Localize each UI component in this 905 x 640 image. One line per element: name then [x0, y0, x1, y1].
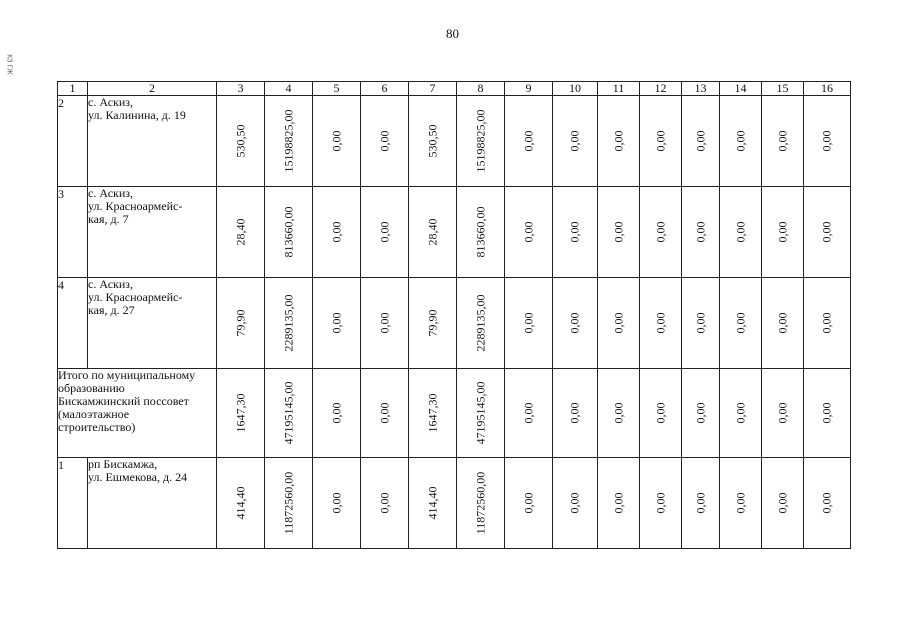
- value-text: 813660,00: [473, 206, 487, 258]
- value-text: 0,00: [653, 130, 667, 152]
- row-index: 4: [58, 278, 88, 369]
- value-cell: [598, 278, 640, 369]
- value-text: 0,00: [329, 130, 343, 152]
- value-cell: [720, 369, 762, 458]
- value-cell-wrap: [409, 187, 456, 277]
- value-text: 530,50: [425, 124, 439, 158]
- column-header: 3: [217, 82, 265, 96]
- value-cell: [682, 187, 720, 278]
- value-cell-wrap: [720, 369, 761, 457]
- value-cell-wrap: [313, 96, 360, 186]
- value-cell-wrap: [217, 96, 264, 186]
- value-text: 2289135,00: [473, 294, 487, 352]
- value-cell: [409, 187, 457, 278]
- value-cell: [457, 187, 505, 278]
- value-cell-wrap: [505, 187, 552, 277]
- column-header: 6: [361, 82, 409, 96]
- column-header: 15: [762, 82, 804, 96]
- value-cell: [409, 458, 457, 549]
- column-header: 9: [505, 82, 553, 96]
- table-body: [58, 96, 851, 549]
- column-header: 16: [804, 82, 851, 96]
- table-row: [58, 278, 851, 369]
- value-cell-wrap: [682, 278, 719, 368]
- value-cell-wrap: [505, 96, 552, 186]
- value-text: 0,00: [693, 130, 707, 152]
- column-header: 8: [457, 82, 505, 96]
- value-text: 0,00: [775, 402, 789, 424]
- value-text: 0,00: [733, 492, 747, 514]
- value-cell-wrap: [598, 187, 639, 277]
- value-cell: [640, 96, 682, 187]
- value-text: 0,00: [567, 221, 582, 243]
- value-cell-wrap: [682, 187, 719, 277]
- value-cell: [313, 278, 361, 369]
- value-text: 0,00: [521, 492, 535, 514]
- value-text: 0,00: [819, 492, 834, 514]
- value-text: 0,00: [521, 402, 535, 424]
- value-cell: [265, 187, 313, 278]
- value-text: 414,40: [425, 486, 439, 520]
- value-text: 47195145,00: [473, 381, 487, 445]
- value-cell: [313, 187, 361, 278]
- value-text: 0,00: [329, 492, 343, 514]
- value-cell-wrap: [457, 458, 504, 548]
- value-cell: [313, 369, 361, 458]
- value-text: 0,00: [693, 492, 707, 514]
- value-cell-wrap: [720, 458, 761, 548]
- value-cell-wrap: [313, 369, 360, 457]
- value-cell-wrap: [804, 369, 850, 457]
- value-cell: [598, 96, 640, 187]
- value-cell: [553, 278, 598, 369]
- value-cell-wrap: [640, 369, 681, 457]
- value-cell: [640, 187, 682, 278]
- value-text: 0,00: [611, 312, 625, 334]
- value-cell-wrap: [265, 187, 312, 277]
- value-cell: [313, 458, 361, 549]
- value-cell-wrap: [313, 187, 360, 277]
- value-text: 0,00: [611, 492, 625, 514]
- value-text: 0,00: [733, 221, 747, 243]
- value-text: 0,00: [521, 312, 535, 334]
- value-cell-wrap: [553, 369, 597, 457]
- value-cell-wrap: [640, 96, 681, 186]
- value-cell-wrap: [598, 369, 639, 457]
- column-header: 13: [682, 82, 720, 96]
- value-cell: [457, 369, 505, 458]
- value-text: 0,00: [329, 402, 343, 424]
- value-text: 0,00: [653, 492, 667, 514]
- value-cell: [804, 187, 851, 278]
- value-cell-wrap: [640, 278, 681, 368]
- value-cell: [682, 458, 720, 549]
- value-text: 0,00: [521, 221, 535, 243]
- value-cell-wrap: [505, 458, 552, 548]
- value-text: 0,00: [733, 130, 747, 152]
- value-cell-wrap: [804, 278, 850, 368]
- value-cell: [409, 278, 457, 369]
- value-cell-wrap: [553, 458, 597, 548]
- value-cell-wrap: [682, 458, 719, 548]
- value-cell: [505, 458, 553, 549]
- value-cell: [598, 369, 640, 458]
- value-cell-wrap: [804, 187, 850, 277]
- value-cell: [217, 96, 265, 187]
- value-cell: [720, 278, 762, 369]
- value-cell-wrap: [409, 458, 456, 548]
- side-margin-mark-text: КЗ ГЖ: [5, 53, 13, 75]
- value-text: 0,00: [819, 130, 834, 152]
- value-cell: [217, 278, 265, 369]
- value-text: 15198825,00: [473, 109, 487, 173]
- value-cell: [720, 187, 762, 278]
- value-cell: [762, 369, 804, 458]
- value-text: 0,00: [377, 221, 391, 243]
- column-header: 5: [313, 82, 361, 96]
- value-cell-wrap: [265, 369, 312, 457]
- value-cell-wrap: [640, 187, 681, 277]
- value-cell: [265, 458, 313, 549]
- value-cell-wrap: [217, 187, 264, 277]
- value-cell-wrap: [720, 96, 761, 186]
- table-header-row: [58, 82, 851, 96]
- value-cell-wrap: [762, 187, 803, 277]
- row-index: 3: [58, 187, 88, 278]
- value-text: 0,00: [377, 402, 391, 424]
- value-text: 0,00: [775, 221, 789, 243]
- address-cell: с. Аскиз, ул. Красноармейс- кая, д. 27: [88, 278, 217, 369]
- value-cell: [804, 369, 851, 458]
- value-cell: [640, 458, 682, 549]
- value-text: 0,00: [819, 221, 834, 243]
- value-text: 0,00: [733, 402, 747, 424]
- value-text: 0,00: [775, 130, 789, 152]
- value-cell-wrap: [682, 369, 719, 457]
- value-cell: [804, 96, 851, 187]
- value-text: 0,00: [377, 130, 391, 152]
- column-header: 1: [58, 82, 88, 96]
- side-margin-mark: [2, 46, 16, 82]
- value-cell-wrap: [804, 96, 850, 186]
- value-text: 813660,00: [281, 206, 295, 258]
- column-header: 10: [553, 82, 598, 96]
- value-cell: [361, 187, 409, 278]
- value-cell: [640, 278, 682, 369]
- value-cell-wrap: [361, 96, 408, 186]
- value-cell: [682, 96, 720, 187]
- value-text: 11872560,00: [281, 471, 295, 535]
- value-cell: [457, 96, 505, 187]
- value-text: 0,00: [377, 312, 391, 334]
- value-cell-wrap: [217, 278, 264, 368]
- value-cell-wrap: [313, 458, 360, 548]
- value-cell: [598, 187, 640, 278]
- value-cell: [720, 458, 762, 549]
- table-row: [58, 96, 851, 187]
- value-cell-wrap: [553, 278, 597, 368]
- address-cell: с. Аскиз, ул. Красноармейс- кая, д. 7: [88, 187, 217, 278]
- value-cell-wrap: [762, 96, 803, 186]
- value-cell-wrap: [762, 458, 803, 548]
- value-cell-wrap: [598, 96, 639, 186]
- value-cell: [762, 187, 804, 278]
- address-cell: рп Бискамжа, ул. Ешмекова, д. 24: [88, 458, 217, 549]
- value-cell-wrap: [217, 369, 264, 457]
- value-cell-wrap: [361, 369, 408, 457]
- value-text: 0,00: [567, 402, 582, 424]
- value-cell-wrap: [598, 458, 639, 548]
- column-header: 12: [640, 82, 682, 96]
- value-cell-wrap: [361, 458, 408, 548]
- value-text: 0,00: [733, 312, 747, 334]
- value-text: 0,00: [819, 402, 834, 424]
- value-cell: [457, 278, 505, 369]
- value-cell: [682, 278, 720, 369]
- value-cell: [361, 369, 409, 458]
- value-cell-wrap: [457, 278, 504, 368]
- value-cell: [409, 369, 457, 458]
- value-text: 0,00: [653, 221, 667, 243]
- page-number: 80: [446, 26, 459, 41]
- value-text: 0,00: [611, 221, 625, 243]
- value-text: 0,00: [567, 312, 582, 334]
- total-row: [58, 369, 851, 458]
- value-cell: [265, 369, 313, 458]
- value-cell-wrap: [409, 278, 456, 368]
- value-cell: [361, 96, 409, 187]
- value-cell-wrap: [682, 96, 719, 186]
- value-cell-wrap: [720, 187, 761, 277]
- value-text: 0,00: [567, 130, 582, 152]
- value-text: 0,00: [653, 402, 667, 424]
- value-cell: [720, 96, 762, 187]
- value-text: 0,00: [775, 312, 789, 334]
- value-cell-wrap: [640, 458, 681, 548]
- value-cell: [409, 96, 457, 187]
- column-header: 11: [598, 82, 640, 96]
- value-text: 28,40: [233, 218, 247, 246]
- value-cell-wrap: [553, 96, 597, 186]
- value-cell-wrap: [265, 96, 312, 186]
- value-cell: [804, 458, 851, 549]
- value-text: 0,00: [693, 402, 707, 424]
- value-text: 0,00: [653, 312, 667, 334]
- value-text: 1647,30: [425, 393, 439, 433]
- value-text: 11872560,00: [473, 471, 487, 535]
- column-header: 4: [265, 82, 313, 96]
- value-cell: [553, 369, 598, 458]
- value-cell-wrap: [598, 278, 639, 368]
- value-cell: [804, 278, 851, 369]
- value-text: 47195145,00: [281, 381, 295, 445]
- value-cell-wrap: [361, 187, 408, 277]
- value-cell-wrap: [265, 278, 312, 368]
- value-cell: [505, 187, 553, 278]
- value-text: 0,00: [521, 130, 535, 152]
- column-header: 14: [720, 82, 762, 96]
- value-cell: [265, 96, 313, 187]
- value-cell: [598, 458, 640, 549]
- data-table: [57, 81, 851, 549]
- value-cell-wrap: [265, 458, 312, 548]
- value-cell: [762, 278, 804, 369]
- table-row: [58, 187, 851, 278]
- value-cell: [640, 369, 682, 458]
- value-text: 530,50: [233, 124, 247, 158]
- column-header: 2: [88, 82, 217, 96]
- value-text: 0,00: [693, 221, 707, 243]
- value-cell-wrap: [409, 96, 456, 186]
- address-cell: с. Аскиз, ул. Калинина, д. 19: [88, 96, 217, 187]
- table-row: [58, 458, 851, 549]
- total-label: Итого по муниципальному образованию Бискамжинский поссовет (малоэтажное строительство): [58, 369, 217, 458]
- value-cell: [217, 458, 265, 549]
- value-cell-wrap: [313, 278, 360, 368]
- value-cell: [505, 369, 553, 458]
- value-cell: [217, 369, 265, 458]
- value-cell: [762, 96, 804, 187]
- value-cell: [505, 96, 553, 187]
- value-text: 0,00: [329, 221, 343, 243]
- value-cell-wrap: [720, 278, 761, 368]
- row-index: 2: [58, 96, 88, 187]
- value-text: 1647,30: [233, 393, 247, 433]
- value-text: 2289135,00: [281, 294, 295, 352]
- value-cell-wrap: [505, 278, 552, 368]
- value-text: 0,00: [611, 402, 625, 424]
- value-text: 0,00: [611, 130, 625, 152]
- value-cell: [553, 96, 598, 187]
- value-cell-wrap: [804, 458, 850, 548]
- value-text: 0,00: [819, 312, 834, 334]
- value-text: 15198825,00: [281, 109, 295, 173]
- value-text: 0,00: [693, 312, 707, 334]
- value-text: 79,90: [233, 309, 247, 337]
- value-cell: [762, 458, 804, 549]
- value-cell-wrap: [457, 96, 504, 186]
- value-text: 28,40: [425, 218, 439, 246]
- value-cell: [457, 458, 505, 549]
- value-cell: [217, 187, 265, 278]
- value-cell: [505, 278, 553, 369]
- value-text: 0,00: [775, 492, 789, 514]
- value-text: 0,00: [567, 492, 582, 514]
- value-cell: [313, 96, 361, 187]
- value-text: 414,40: [233, 486, 247, 520]
- value-cell-wrap: [457, 187, 504, 277]
- value-cell-wrap: [762, 369, 803, 457]
- value-cell: [361, 458, 409, 549]
- value-cell: [361, 278, 409, 369]
- value-text: 79,90: [425, 309, 439, 337]
- value-cell-wrap: [457, 369, 504, 457]
- value-cell: [265, 278, 313, 369]
- value-text: 0,00: [377, 492, 391, 514]
- value-cell: [553, 458, 598, 549]
- value-cell-wrap: [409, 369, 456, 457]
- value-cell-wrap: [505, 369, 552, 457]
- value-cell-wrap: [762, 278, 803, 368]
- value-cell-wrap: [217, 458, 264, 548]
- value-cell: [682, 369, 720, 458]
- value-cell-wrap: [553, 187, 597, 277]
- value-cell: [553, 187, 598, 278]
- row-index: 1: [58, 458, 88, 549]
- value-text: 0,00: [329, 312, 343, 334]
- value-cell-wrap: [361, 278, 408, 368]
- column-header: 7: [409, 82, 457, 96]
